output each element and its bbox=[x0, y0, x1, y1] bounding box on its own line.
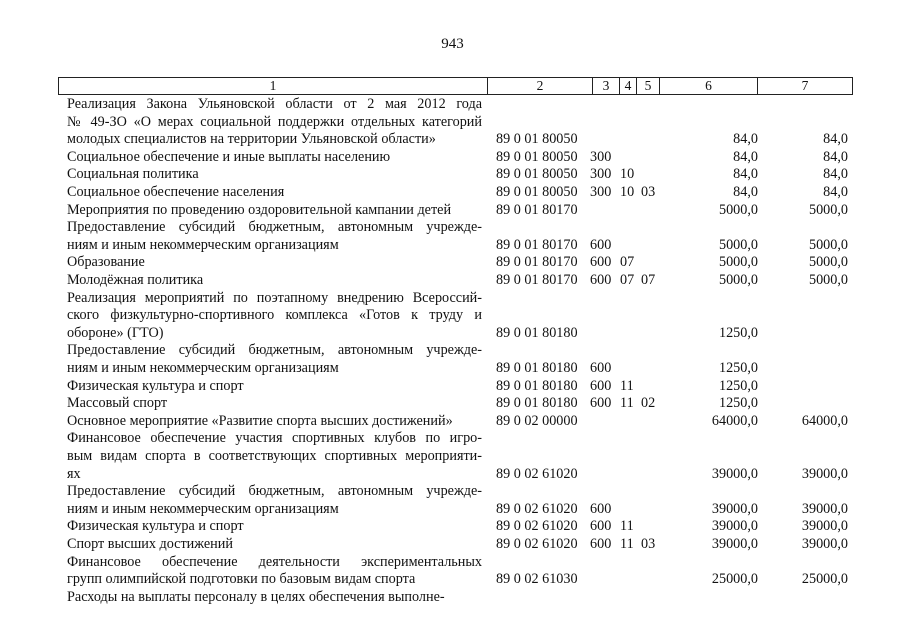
row-description-line: молодых специалистов на территории Ульяновской области» bbox=[67, 131, 436, 148]
table-row bbox=[0, 536, 905, 554]
row-description bbox=[67, 272, 482, 290]
row-col-6: 5000,0 bbox=[718, 272, 758, 288]
row-col-6: 84,0 bbox=[733, 131, 758, 148]
row-description-line: Молодёжная политика bbox=[67, 272, 204, 288]
row-description-line: ниям и иным некоммерческим организациям bbox=[67, 500, 339, 517]
row-description-line: № 49-ЗО «О мерах социальной поддержки отдельных категорий bbox=[67, 113, 482, 130]
row-description-line: ниям и иным некоммерческим организациям bbox=[67, 236, 339, 253]
row-col-6: 39000,0 bbox=[711, 518, 758, 535]
row-col-7: 84,0 bbox=[823, 148, 848, 165]
row-code: 89 0 02 61020 bbox=[496, 465, 578, 482]
row-col-4: 10 bbox=[620, 166, 635, 183]
row-col-4: 07 bbox=[620, 272, 635, 288]
row-description bbox=[67, 96, 482, 149]
row-col-7: 25000,0 bbox=[801, 571, 848, 588]
row-code: 89 0 01 80170 bbox=[496, 272, 578, 288]
row-col-7: 39000,0 bbox=[801, 536, 848, 552]
row-description bbox=[67, 149, 482, 167]
row-col-7: 5000,0 bbox=[808, 272, 848, 288]
row-col-3: 600 bbox=[590, 359, 612, 376]
row-description bbox=[67, 483, 482, 518]
table-row bbox=[0, 554, 905, 589]
row-col-7: 84,0 bbox=[823, 131, 848, 148]
row-description bbox=[67, 378, 482, 396]
row-description bbox=[67, 536, 482, 554]
row-col-4: 11 bbox=[620, 536, 634, 552]
row-description-line: Предоставление субсидий бюджетным, автономным учрежде- bbox=[67, 219, 482, 236]
row-code: 89 0 02 61030 bbox=[496, 571, 578, 588]
table-row bbox=[0, 219, 905, 254]
row-description bbox=[67, 554, 482, 589]
row-col-7: 64000,0 bbox=[801, 412, 848, 429]
row-col-6: 39000,0 bbox=[711, 500, 758, 517]
row-col-3: 600 bbox=[590, 272, 612, 288]
row-code: 89 0 02 61020 bbox=[496, 518, 578, 535]
header-col-7: 7 bbox=[757, 78, 852, 94]
row-col-4: 11 bbox=[620, 377, 634, 394]
row-code: 89 0 02 61020 bbox=[496, 536, 578, 552]
row-code: 89 0 01 80170 bbox=[496, 236, 578, 253]
table-row bbox=[0, 272, 905, 290]
row-col-7: 39000,0 bbox=[801, 518, 848, 535]
row-description-line: Социальная политика bbox=[67, 166, 199, 183]
row-col-4: 11 bbox=[620, 518, 634, 535]
row-col-6: 84,0 bbox=[733, 148, 758, 165]
table-row bbox=[0, 149, 905, 167]
page-number: 943 bbox=[441, 36, 464, 52]
row-description-line: Финансовое обеспечение деятельности экспериментальных bbox=[67, 553, 482, 570]
row-col-3: 300 bbox=[590, 184, 612, 200]
row-code: 89 0 02 61020 bbox=[496, 500, 578, 517]
row-description bbox=[67, 184, 482, 202]
row-code: 89 0 01 80180 bbox=[496, 324, 578, 341]
row-code: 89 0 01 80170 bbox=[496, 254, 578, 271]
row-col-7: 5000,0 bbox=[808, 254, 848, 271]
row-col-3: 600 bbox=[590, 254, 612, 271]
table-row bbox=[0, 483, 905, 518]
row-description-line: Финансовое обеспечение участия спортивных клубов по игро- bbox=[67, 430, 482, 447]
row-description bbox=[67, 342, 482, 377]
row-col-6: 25000,0 bbox=[711, 571, 758, 588]
row-description bbox=[67, 518, 482, 536]
row-code: 89 0 01 80050 bbox=[496, 166, 578, 183]
row-col-3: 600 bbox=[590, 500, 612, 517]
header-col-6: 6 bbox=[659, 78, 757, 94]
row-description-line: групп олимпийской подготовки по базовым видам спорта bbox=[67, 571, 416, 588]
row-description bbox=[67, 219, 482, 254]
row-description-line: обороне» (ГТО) bbox=[67, 324, 164, 341]
table-row bbox=[0, 430, 905, 483]
row-col-6: 39000,0 bbox=[711, 465, 758, 482]
table-row bbox=[0, 518, 905, 536]
row-code: 89 0 01 80180 bbox=[496, 395, 578, 412]
row-description-line: Социальное обеспечение и иные выплаты населению bbox=[67, 148, 391, 165]
header-col-4: 4 bbox=[619, 78, 636, 94]
row-code: 89 0 01 80050 bbox=[496, 184, 578, 200]
row-code: 89 0 01 80050 bbox=[496, 148, 578, 165]
row-col-6: 64000,0 bbox=[711, 412, 758, 429]
row-description bbox=[67, 254, 482, 272]
row-description bbox=[67, 589, 482, 607]
header-col-2: 2 bbox=[487, 78, 592, 94]
row-col-6: 1250,0 bbox=[718, 324, 758, 341]
table-row bbox=[0, 413, 905, 431]
row-description-line: Социальное обеспечение населения bbox=[67, 184, 285, 200]
row-col-6: 84,0 bbox=[733, 184, 758, 200]
row-description bbox=[67, 290, 482, 343]
header-col-3: 3 bbox=[592, 78, 619, 94]
row-col-3: 600 bbox=[590, 377, 612, 394]
row-col-6: 39000,0 bbox=[711, 536, 758, 552]
row-description-line: Физическая культура и спорт bbox=[67, 518, 244, 535]
row-col-6: 84,0 bbox=[733, 166, 758, 183]
row-description-line: Массовый спорт bbox=[67, 395, 168, 412]
row-description-line: Предоставление субсидий бюджетным, автономным учрежде- bbox=[67, 483, 482, 500]
row-col-7: 5000,0 bbox=[808, 201, 848, 218]
row-description bbox=[67, 202, 482, 220]
row-description bbox=[67, 430, 482, 483]
header-col-5: 5 bbox=[636, 78, 659, 94]
row-col-3: 300 bbox=[590, 166, 612, 183]
row-col-3: 600 bbox=[590, 236, 612, 253]
header-col-1: 1 bbox=[269, 78, 277, 93]
row-description-line: Предоставление субсидий бюджетным, автономным учрежде- bbox=[67, 342, 482, 359]
table-row bbox=[0, 589, 905, 607]
row-code: 89 0 01 80050 bbox=[496, 131, 578, 148]
row-code: 89 0 01 80170 bbox=[496, 201, 578, 218]
table-row bbox=[0, 96, 905, 149]
row-col-6: 1250,0 bbox=[718, 377, 758, 394]
row-description-line: Физическая культура и спорт bbox=[67, 377, 244, 394]
row-description-line: Спорт высших достижений bbox=[67, 536, 233, 552]
table-row bbox=[0, 395, 905, 413]
row-col-6: 5000,0 bbox=[718, 236, 758, 253]
row-code: 89 0 01 80180 bbox=[496, 377, 578, 394]
row-col-7: 39000,0 bbox=[801, 500, 848, 517]
row-col-6: 5000,0 bbox=[718, 254, 758, 271]
table-row bbox=[0, 290, 905, 343]
row-description-line: Реализация мероприятий по поэтапному внедрению Всероссий- bbox=[67, 289, 482, 306]
row-description-line: ского физкультурно-спортивного комплекса «Готов к труду и bbox=[67, 307, 482, 324]
table-row bbox=[0, 184, 905, 202]
row-col-4: 10 bbox=[620, 184, 635, 200]
row-col-4: 07 bbox=[620, 254, 635, 271]
table-row bbox=[0, 202, 905, 220]
row-col-3: 600 bbox=[590, 518, 612, 535]
row-col-6: 1250,0 bbox=[718, 395, 758, 412]
row-col-5: 03 bbox=[641, 536, 656, 552]
row-col-3: 300 bbox=[590, 148, 612, 165]
row-col-6: 1250,0 bbox=[718, 359, 758, 376]
row-col-7: 84,0 bbox=[823, 166, 848, 183]
row-col-3: 600 bbox=[590, 395, 612, 412]
row-description-line: ниям и иным некоммерческим организациям bbox=[67, 359, 339, 376]
table-row bbox=[0, 166, 905, 184]
row-col-6: 5000,0 bbox=[718, 201, 758, 218]
row-description bbox=[67, 395, 482, 413]
row-col-5: 07 bbox=[641, 272, 656, 288]
row-description-line: Расходы на выплаты персоналу в целях обеспечения выполне- bbox=[67, 588, 445, 605]
row-col-5: 03 bbox=[641, 184, 656, 200]
row-description-line: Образование bbox=[67, 254, 145, 271]
row-code: 89 0 01 80180 bbox=[496, 359, 578, 376]
table-row bbox=[0, 378, 905, 396]
row-description-line: вым видам спорта в соответствующих спортивных мероприяти- bbox=[67, 447, 482, 464]
row-col-7: 39000,0 bbox=[801, 465, 848, 482]
table-row bbox=[0, 254, 905, 272]
row-description-line: Мероприятия по проведению оздоровительной кампании детей bbox=[67, 201, 452, 218]
row-code: 89 0 02 00000 bbox=[496, 412, 578, 429]
row-col-3: 600 bbox=[590, 536, 612, 552]
row-col-5: 02 bbox=[641, 395, 656, 412]
row-col-7: 84,0 bbox=[823, 184, 848, 200]
row-description bbox=[67, 166, 482, 184]
table-row bbox=[0, 342, 905, 377]
row-description bbox=[67, 413, 482, 431]
row-description-line: Основное мероприятие «Развитие спорта высших достижений» bbox=[67, 412, 453, 429]
row-description-line: Реализация Закона Ульяновской области от 2 мая 2012 года bbox=[67, 96, 482, 112]
row-description-line: ях bbox=[67, 465, 81, 482]
row-col-7: 5000,0 bbox=[808, 236, 848, 253]
row-col-4: 11 bbox=[620, 395, 634, 412]
